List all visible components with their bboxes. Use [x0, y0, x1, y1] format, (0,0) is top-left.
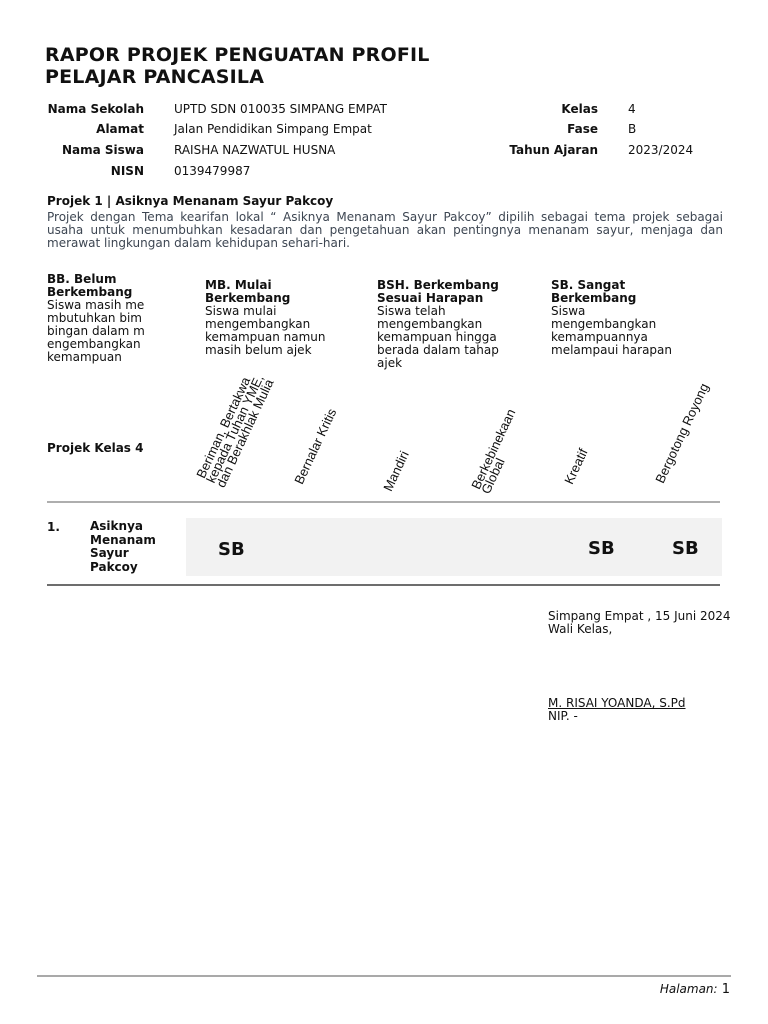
- legend-title: BSH. Berkembang Sesuai Harapan: [377, 278, 499, 305]
- score-mutual-cooperation: SB: [672, 538, 699, 559]
- legend-desc: Siswa mulai mengembangkan kemampuan namun masih belum ajek: [205, 304, 326, 357]
- signature-role: Wali Kelas,: [548, 622, 613, 636]
- footer-rule: [37, 975, 731, 977]
- project-heading: Projek 1 | Asiknya Menanam Sayur Pakcoy: [47, 194, 334, 208]
- row-project-name: Asiknya Menanam Sayur Pakcoy: [90, 519, 156, 574]
- report-title: [45, 44, 430, 88]
- legend-bsh: [377, 279, 511, 370]
- signature-name: M. RISAI YOANDA, S.Pd: [548, 696, 686, 710]
- info-label: Nama Sekolah: [47, 102, 144, 116]
- signature-place-date: Simpang Empat , 15 Juni 2024: [548, 609, 731, 623]
- legend-bb: [47, 273, 147, 364]
- table-row: [186, 518, 722, 576]
- legend-mb: [205, 279, 333, 357]
- dimension-header-mutual-cooperation: Bergotong Royong: [652, 380, 712, 486]
- info-value: RAISHA NAZWATUL HUSNA: [174, 143, 336, 157]
- info-value: 2023/2024: [628, 143, 694, 157]
- report-title-line-1: RAPOR PROJEK PENGUATAN PROFIL: [45, 44, 430, 66]
- info-label: Kelas: [561, 102, 598, 116]
- legend-sb: [551, 279, 679, 357]
- legend-title: BB. Belum Berkembang: [47, 272, 133, 299]
- table-row-label: Projek Kelas 4: [47, 441, 144, 455]
- report-title-line-2: PELAJAR PANCASILA: [45, 66, 265, 88]
- info-value: UPTD SDN 010035 SIMPANG EMPAT: [174, 102, 387, 116]
- dimension-header-faith: Beriman, Bertakwa kepada Tuhan YME, dan Berakhlak Mulia: [193, 372, 277, 490]
- page-label: Halaman:: [659, 982, 718, 996]
- legend-desc: Siswa masih membutuhkan bimbingan dalam mengembangkan kemampuan: [47, 298, 145, 364]
- info-value: B: [628, 122, 637, 136]
- table-top-rule: [47, 501, 720, 503]
- page-number: 1: [721, 982, 730, 997]
- info-label: NISN: [110, 164, 144, 178]
- project-description: Projek dengan Tema kearifan lokal “ Asiknya Menanam Sayur Pakcoy” dipilih sebagai tema projek sebagai usaha untuk menumbuhkan kesadaran dan pengetahuan akan pentingnya menanam sayur, menjaga dan merawat lingkungan dalam kehidupan sehari-hari.: [47, 210, 723, 250]
- info-value: 4: [628, 102, 636, 116]
- score-creative: SB: [588, 538, 615, 559]
- legend-desc: Siswa mengembangkan kemampuannya melampaui harapan: [551, 304, 672, 357]
- info-label: Alamat: [96, 122, 144, 136]
- dimension-header-independent: Mandiri: [380, 448, 412, 494]
- info-value: Jalan Pendidikan Simpang Empat: [174, 122, 372, 136]
- info-label: Nama Siswa: [61, 143, 144, 157]
- info-label: Tahun Ajaran: [509, 143, 598, 157]
- page-footer: [660, 982, 730, 997]
- dimension-header-critical-reasoning: Bernalar Kritis: [291, 406, 340, 487]
- dimension-header-global-diversity: Berkebinekaan Global: [468, 406, 519, 497]
- legend-title: SB. Sangat Berkembang: [551, 278, 637, 305]
- signature-nip: NIP. -: [548, 709, 578, 723]
- info-label: Fase: [567, 122, 598, 136]
- row-number: 1.: [47, 520, 60, 534]
- legend-title: MB. Mulai Berkembang: [205, 278, 291, 305]
- table-bottom-rule: [47, 584, 720, 586]
- score-faith: SB: [218, 539, 245, 560]
- dimension-header-creative: Kreatif: [561, 446, 591, 487]
- legend-desc: Siswa telah mengembangkan kemampuan hingga berada dalam tahap ajek: [377, 304, 499, 370]
- info-value: 0139479987: [174, 164, 251, 178]
